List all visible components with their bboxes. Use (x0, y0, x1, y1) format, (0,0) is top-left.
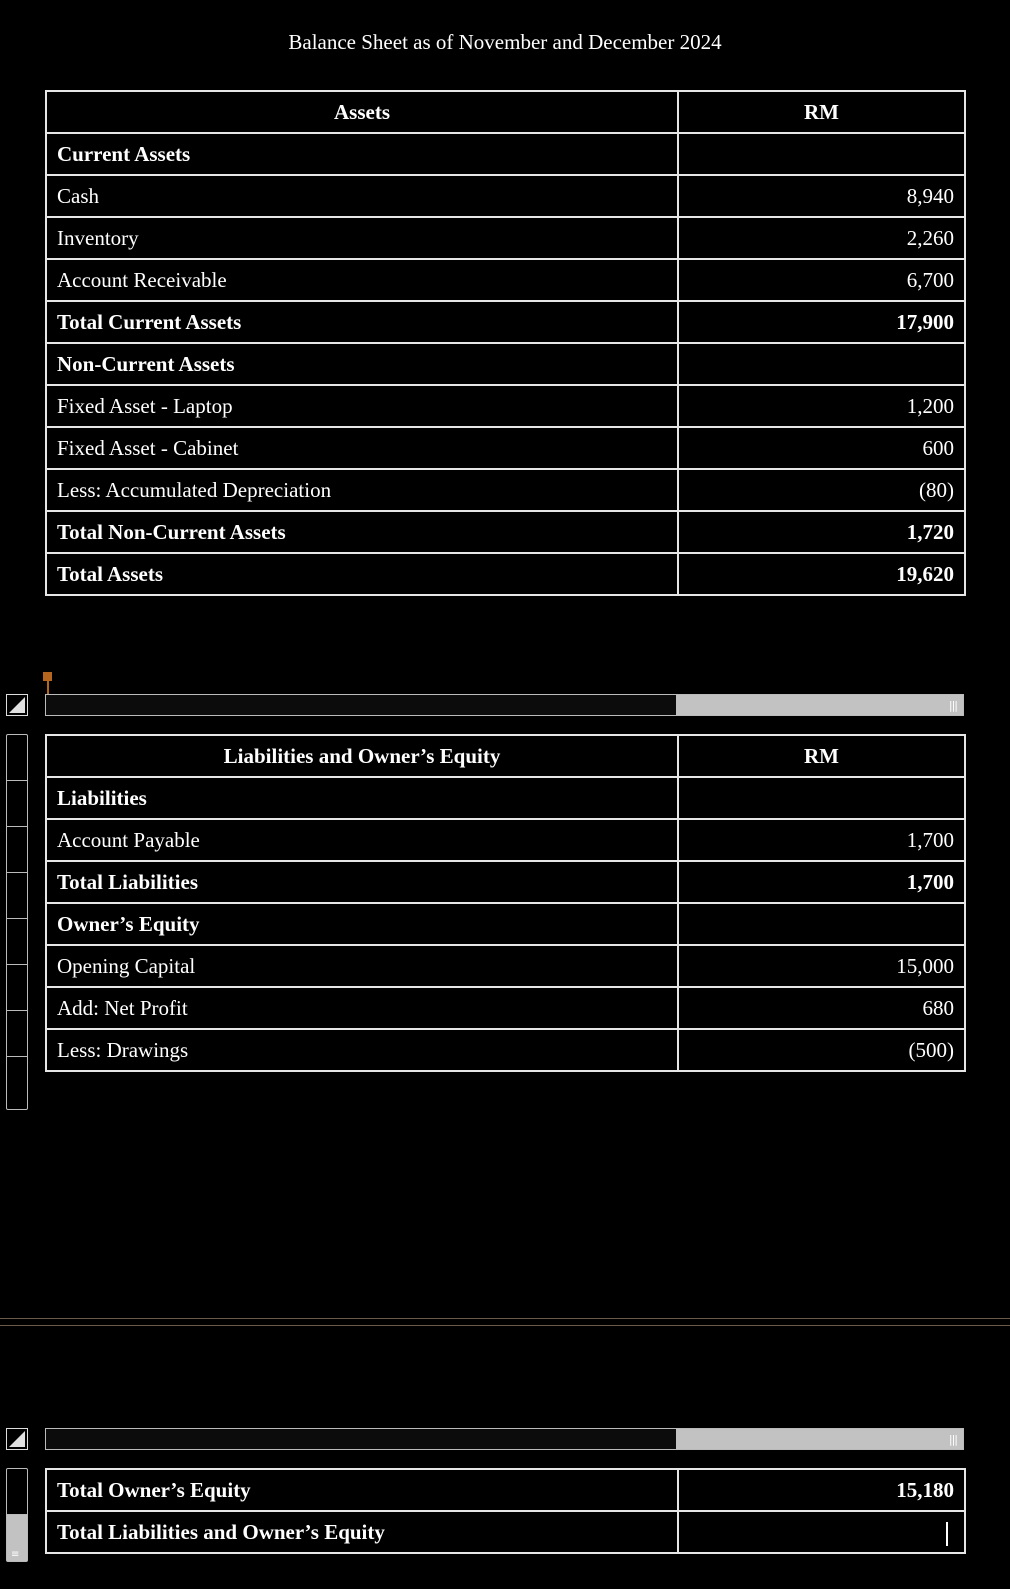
table-row (46, 987, 965, 1029)
horizontal-scrollbar-thumb-1[interactable] (676, 695, 963, 715)
vertical-scrollbar-thumb-2[interactable] (7, 1515, 27, 1561)
row-label: Current Assets (46, 133, 678, 175)
resize-corner-icon[interactable] (6, 1428, 28, 1450)
assets-table (45, 90, 966, 596)
table-row (46, 1469, 965, 1511)
row-value: (500) (678, 1029, 965, 1071)
table-row (46, 301, 965, 343)
page-title: Balance Sheet as of November and December 2024 (288, 30, 722, 54)
row-label: Total Assets (46, 553, 678, 595)
row-label: Opening Capital (46, 945, 678, 987)
row-value (678, 343, 965, 385)
row-value: 17,900 (678, 301, 965, 343)
table-row (46, 945, 965, 987)
assets-header-label: Assets (46, 91, 678, 133)
row-label: Account Payable (46, 819, 678, 861)
table-row (46, 343, 965, 385)
table-row (46, 903, 965, 945)
table-row (46, 259, 965, 301)
row-value (678, 777, 965, 819)
row-label: Add: Net Profit (46, 987, 678, 1029)
table-row (46, 175, 965, 217)
row-label: Fixed Asset - Cabinet (46, 427, 678, 469)
table-row (46, 511, 965, 553)
liabilities-header-currency: RM (678, 735, 965, 777)
row-label: Total Owner’s Equity (46, 1469, 678, 1511)
row-value (678, 133, 965, 175)
vertical-scrollbar-1[interactable] (6, 734, 28, 1110)
table-row (46, 217, 965, 259)
liabilities-header-row (46, 735, 965, 777)
row-value: (80) (678, 469, 965, 511)
row-value: 600 (678, 427, 965, 469)
row-label: Total Non-Current Assets (46, 511, 678, 553)
table-row (46, 133, 965, 175)
row-value: 1,720 (678, 511, 965, 553)
row-value: 6,700 (678, 259, 965, 301)
horizontal-scrollbar-2[interactable] (45, 1428, 964, 1450)
liabilities-header-label: Liabilities and Owner’s Equity (46, 735, 678, 777)
table-row (46, 819, 965, 861)
row-label: Non-Current Assets (46, 343, 678, 385)
horizontal-scrollbar-thumb-2[interactable] (676, 1429, 963, 1449)
grip-icon: ||| (948, 699, 957, 712)
row-value: 19,620 (678, 553, 965, 595)
row-label: Less: Drawings (46, 1029, 678, 1071)
row-label: Inventory (46, 217, 678, 259)
vertical-grip-icon: ≡ (11, 1549, 20, 1560)
resize-corner-icon[interactable] (6, 694, 28, 716)
row-value: 2,260 (678, 217, 965, 259)
table-row (46, 553, 965, 595)
table-row (46, 385, 965, 427)
row-label: Total Liabilities and Owner’s Equity (46, 1511, 678, 1553)
row-value: 1,700 (678, 819, 965, 861)
totals-table (45, 1468, 966, 1554)
row-value (678, 903, 965, 945)
row-label: Less: Accumulated Depreciation (46, 469, 678, 511)
liabilities-table (45, 734, 966, 1072)
row-label: Cash (46, 175, 678, 217)
row-label: Total Current Assets (46, 301, 678, 343)
row-value: 8,940 (678, 175, 965, 217)
page-divider (0, 1318, 1010, 1326)
row-label: Total Liabilities (46, 861, 678, 903)
row-value: 680 (678, 987, 965, 1029)
editable-value-cell[interactable] (678, 1511, 965, 1553)
table-row (46, 469, 965, 511)
grip-icon: ||| (948, 1433, 957, 1446)
row-label: Liabilities (46, 777, 678, 819)
assets-header-row (46, 91, 965, 133)
table-row (46, 1511, 965, 1553)
row-value: 15,180 (678, 1469, 965, 1511)
row-value: 15,000 (678, 945, 965, 987)
table-row (46, 861, 965, 903)
row-value: 1,200 (678, 385, 965, 427)
row-label: Fixed Asset - Laptop (46, 385, 678, 427)
row-label: Owner’s Equity (46, 903, 678, 945)
row-label: Account Receivable (46, 259, 678, 301)
table-row (46, 777, 965, 819)
table-row (46, 427, 965, 469)
text-cursor (946, 1522, 948, 1546)
horizontal-scrollbar-1[interactable] (45, 694, 964, 716)
assets-header-currency: RM (678, 91, 965, 133)
table-row (46, 1029, 965, 1071)
row-value: 1,700 (678, 861, 965, 903)
